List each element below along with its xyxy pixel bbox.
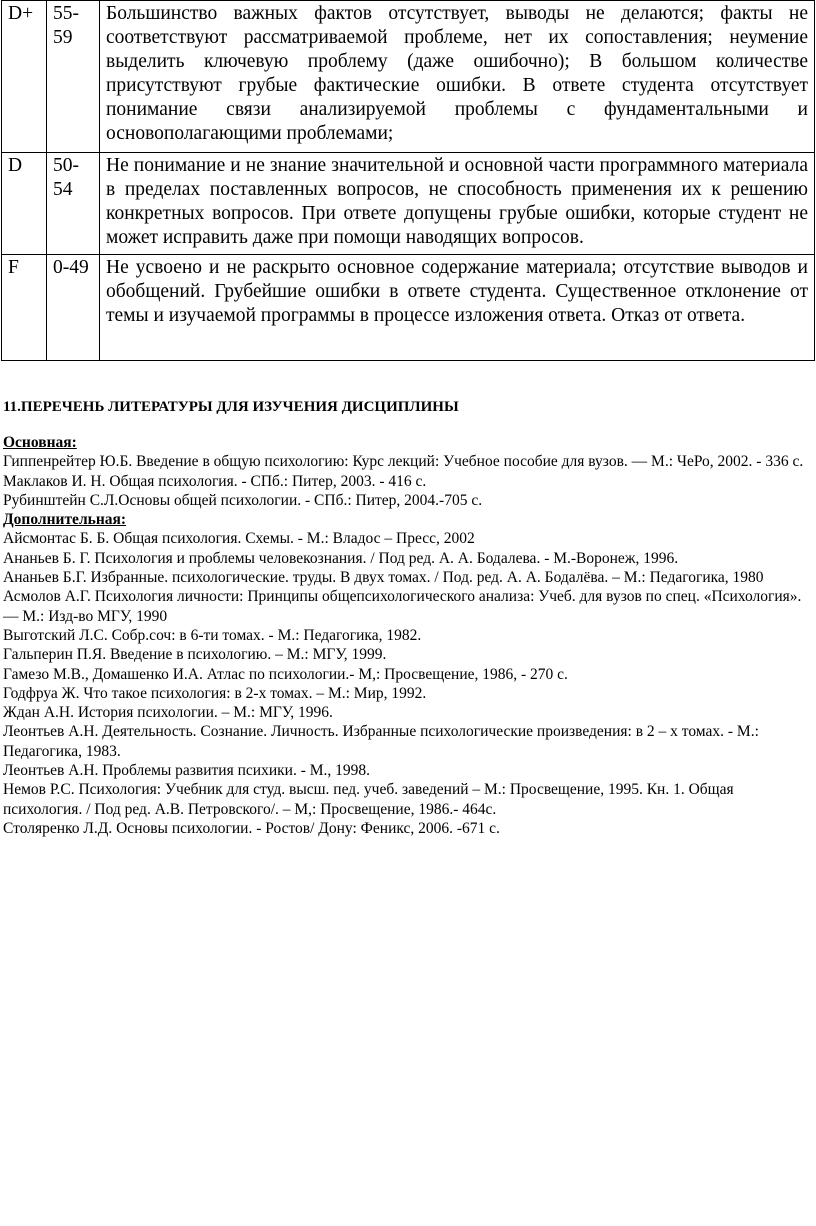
literature-list <box>3 433 811 838</box>
literature-item: Гамезо М.В., Домашенко И.А. Атлас по психологии.- М,: Просвещение, 1986, - 270 с. <box>3 665 568 683</box>
grade-row-d <box>2 153 815 255</box>
literature-item: Маклаков И. Н. Общая психология. - СПб.: Питер, 2003. - 416 с. <box>3 472 427 490</box>
literature-item: Ананьев Б.Г. Избранные. психологические. труды. В двух томах. / Под. ред. А. А. Бодалёва. – М.: Педагогика, 1980 <box>3 569 764 587</box>
grade-description: Большинство важных фактов отсутствует, выводы не делаются; факты не соответствуют рассматриваемой проблеме, нет их сопоставления; неумение выделить ключевую проблему (даже ошибочно); В большом количестве присутствуют грубые фактические ошибки. В ответе студента отсутствует понимание связи анализируемой проблемы с фундаментальными и основополагающими проблемами; <box>100 1 815 153</box>
grading-table <box>1 0 815 361</box>
literature-item: Ананьев Б. Г. Психология и проблемы человекознания. / Под ред. А. А. Бодалева. - М.-Воронеж, 1996. <box>3 549 679 567</box>
grade-row-f <box>2 255 815 361</box>
literature-item: Рубинштейн С.Л.Основы общей психологии. - СПб.: Питер, 2004.-705 с. <box>3 491 483 509</box>
literature-item: Столяренко Л.Д. Основы психологии. - Ростов/ Дону: Феникс, 2006. -671 с. <box>3 819 500 837</box>
literature-item: Леонтьев А.Н. Проблемы развития психики. - М., 1998. <box>3 762 371 780</box>
grade-score-range: 50-54 <box>47 153 100 255</box>
literature-item: Леонтьев А.Н. Деятельность. Сознание. Личность. Избранные психологические произведения: в 2 – х томах. - М.: Педагогика, 1983. <box>3 723 759 760</box>
additional-literature-heading: Дополнительная: <box>3 511 127 529</box>
grade-letter: D <box>2 153 47 255</box>
literature-item: Айсмонтас Б. Б. Общая психология. Схемы. - М.: Владос – Пресс, 2002 <box>3 530 475 548</box>
grade-letter: D+ <box>2 1 47 153</box>
literature-item: Асмолов А.Г. Психология личности: Принципы общепсихологического анализа: Учеб. для вузов по спец. «Психология». — М.: Изд-во МГУ, 1990 <box>3 588 802 625</box>
literature-item: Гальперин П.Я. Введение в психологию. – М.: МГУ, 1999. <box>3 646 387 664</box>
grade-row-d-plus <box>2 1 815 153</box>
main-literature-heading: Основная: <box>3 434 77 451</box>
grade-score-range: 55-59 <box>47 1 100 153</box>
grade-description: Не усвоено и не раскрыто основное содержание материала; отсутствие выводов и обобщений. Грубейшие ошибки в ответе студента. Существенное отклонение от темы и изучаемой программы в процессе изложения ответа. Отказ от ответа. <box>100 255 815 361</box>
grade-letter: F <box>2 255 47 361</box>
literature-item: Немов Р.С. Психология: Учебник для студ. высш. пед. учеб. заведений – М.: Просвещение, 1995. Кн. 1. Общая психология. / Под ред. А.В. Петровского/. – М,: Просвещение, 1986.- 464с. <box>3 781 734 818</box>
grade-description: Не понимание и не знание значительной и основной части программного материала в пределах поставленных вопросов, не способность применения их к решению конкретных вопросов. При ответе допущены грубые ошибки, которые студент не может исправить даже при помощи наводящих вопросов. <box>100 153 815 255</box>
literature-item: Ждан А.Н. История психологии. – М.: МГУ, 1996. <box>3 704 333 722</box>
literature-section-title: 11.ПЕРЕЧЕНЬ ЛИТЕРАТУРЫ ДЛЯ ИЗУЧЕНИЯ ДИСЦИПЛИНЫ <box>3 399 459 415</box>
literature-item: Годфруа Ж. Что такое психология: в 2-х томах. – М.: Мир, 1992. <box>3 684 427 702</box>
literature-item: Гиппенрейтер Ю.Б. Введение в общую психологию: Курс лекций: Учебное пособие для вузов. — М.: ЧеРо, 2002. - 336 с. <box>3 453 804 471</box>
grade-score-range: 0-49 <box>47 255 100 361</box>
literature-item: Выготский Л.С. Собр.соч: в 6-ти томах. - М.: Педагогика, 1982. <box>3 626 422 644</box>
